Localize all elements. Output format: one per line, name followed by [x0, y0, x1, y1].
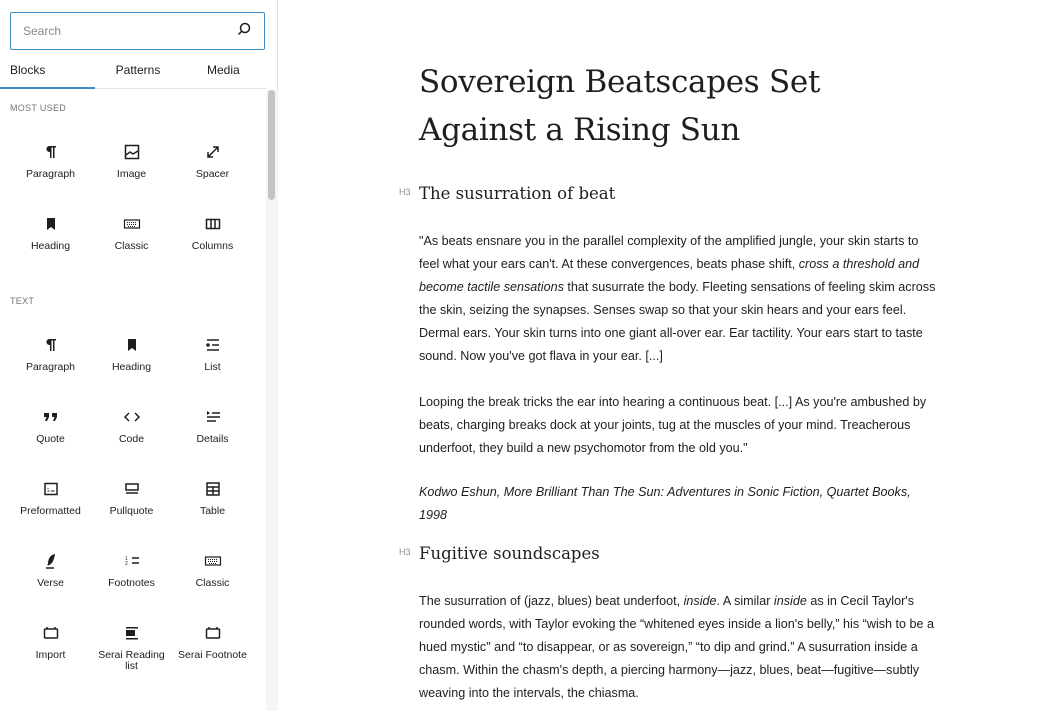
- block-label: Verse: [37, 577, 64, 589]
- block-label: Spacer: [195, 168, 230, 180]
- block-item-image[interactable]: [91, 141, 172, 213]
- paragraph-icon: [41, 334, 61, 356]
- block-label: Footnotes: [108, 577, 155, 589]
- tab-media[interactable]: Media: [206, 63, 240, 77]
- block-label: Import: [35, 649, 66, 661]
- block-item-list[interactable]: [172, 334, 253, 406]
- citation-paragraph[interactable]: [419, 481, 939, 527]
- block-label: Image: [116, 168, 147, 180]
- block-item-table[interactable]: [172, 478, 253, 550]
- block-icon: [41, 622, 61, 644]
- block-item-classic[interactable]: [172, 550, 253, 622]
- block-label: List: [204, 361, 221, 373]
- block-item-details[interactable]: [172, 406, 253, 478]
- table-icon: [203, 478, 223, 500]
- heading-icon: [41, 213, 61, 235]
- text-run: Looping the break tricks the ear into hearing a continuous beat. [...] As you're ambushed by beats, charging breaks dock at your joints, tug at the muscles of your mind. Treacherous underfoot, they build a new psychomotor from the old you.": [419, 395, 927, 455]
- block-item-columns[interactable]: [172, 213, 253, 285]
- block-item-pullquote[interactable]: [91, 478, 172, 550]
- tab-blocks[interactable]: Blocks: [0, 52, 95, 88]
- paragraph-block[interactable]: [419, 391, 939, 460]
- block-label: Pullquote: [109, 505, 154, 517]
- block-list: [0, 90, 266, 694]
- block-label: Quote: [36, 433, 65, 445]
- block-inserter-sidebar: [0, 0, 278, 711]
- sidebar-scrollbar[interactable]: [266, 90, 278, 711]
- block-item-heading[interactable]: [10, 213, 91, 285]
- svg-text:1: 1: [124, 556, 128, 562]
- details-icon: [203, 406, 223, 428]
- italic-text: cross a threshold and become tactile sensations: [419, 257, 920, 294]
- block-label: Heading: [111, 361, 152, 373]
- reading-list-icon: [122, 622, 142, 644]
- block-item-serai-footnote[interactable]: [172, 622, 253, 694]
- post-title[interactable]: Sovereign Beatscapes Set Against a Rising Sun: [419, 64, 821, 148]
- category-label: MOST USED: [10, 103, 67, 113]
- paragraph-block[interactable]: [419, 590, 939, 705]
- heading-level-badge: H3: [399, 547, 411, 557]
- block-item-code[interactable]: [91, 406, 172, 478]
- block-label: Columns: [191, 240, 234, 252]
- block-item-paragraph[interactable]: [10, 141, 91, 213]
- category-label: TEXT: [10, 296, 35, 306]
- footnotes-icon: [122, 550, 142, 572]
- block-label: Classic: [114, 240, 149, 252]
- block-label: Preformatted: [20, 505, 81, 517]
- block-label: Details: [196, 433, 229, 445]
- text-run: . A similar: [716, 594, 774, 608]
- columns-icon: [203, 213, 223, 235]
- block-item-heading[interactable]: [91, 334, 172, 406]
- block-label: Paragraph: [25, 361, 76, 373]
- italic-text: Kodwo Eshun, More Brilliant Than The Sun: Adventures in Sonic Fiction, Quartet Books, 1998: [419, 485, 911, 522]
- block-label: Heading: [30, 240, 71, 252]
- preformatted-icon: [41, 478, 61, 500]
- block-item-serai-reading-list[interactable]: [91, 622, 172, 694]
- italic-text: inside: [773, 594, 807, 608]
- block-label: Classic: [195, 577, 230, 589]
- paragraph-icon: [41, 141, 61, 163]
- block-item-paragraph[interactable]: [10, 334, 91, 406]
- heading-block[interactable]: [399, 184, 616, 203]
- keyboard-icon: [122, 213, 142, 235]
- block-item-verse[interactable]: [10, 550, 91, 622]
- italic-text: inside: [683, 594, 717, 608]
- block-item-footnotes[interactable]: [91, 550, 172, 622]
- list-icon: [203, 334, 223, 356]
- heading-block[interactable]: [399, 544, 600, 563]
- paragraph-block[interactable]: [419, 230, 939, 368]
- inserter-tabs: [0, 52, 266, 89]
- verse-icon: [41, 550, 61, 572]
- keyboard-icon: [203, 550, 223, 572]
- quote-icon: [41, 406, 61, 428]
- block-item-spacer[interactable]: [172, 141, 253, 213]
- text-run: The susurration of (jazz, blues) beat underfoot,: [419, 594, 684, 608]
- block-label: Serai Reading list: [98, 649, 165, 672]
- block-item-classic[interactable]: [91, 213, 172, 285]
- text-run: as in Cecil Taylor's rounded words, with Taylor evoking the “whitened eyes inside a lion's belly,” his “wish to be a hued mystic" and “to disappear, or as sovereign,” “to dip and grind.” A susurration inside a chasm. Within the chasm's depth, a piercing harmony—jazz, blues, beat—fugitive—subtly weaving into the intervals, the chiasma.: [419, 594, 935, 700]
- image-icon: [122, 141, 142, 163]
- tab-patterns[interactable]: Patterns: [115, 63, 161, 77]
- heading-icon: [122, 334, 142, 356]
- search-icon[interactable]: [236, 21, 252, 42]
- spacer-icon: [203, 141, 223, 163]
- block-icon: [203, 622, 223, 644]
- block-label: Code: [118, 433, 145, 445]
- svg-text:2: 2: [124, 561, 128, 567]
- block-label: Table: [199, 505, 226, 517]
- search-field[interactable]: [10, 12, 265, 50]
- search-input[interactable]: [23, 24, 236, 38]
- block-item-quote[interactable]: [10, 406, 91, 478]
- section-heading[interactable]: The susurration of beat: [419, 184, 616, 203]
- block-grid: [0, 334, 266, 694]
- block-item-preformatted[interactable]: [10, 478, 91, 550]
- scrollbar-thumb[interactable]: [268, 90, 275, 200]
- pullquote-icon: [122, 478, 142, 500]
- text-run: "As beats ensnare you in the parallel complexity of the amplified jungle, your skin starts to feel what your ears can't. At these convergences, beats phase shift,: [419, 234, 919, 271]
- text-run: that susurrate the body. Fleeting sensations of feeling skim across the skin, seizing the synapses. Senses swap so that your skin hears and your ears feel. Dermal ears. Your skin turns into one giant all-over ear. Ear tactility. Your ears start to taste sound. Now you've got flava in your ear. [...]: [419, 280, 936, 363]
- block-label: Paragraph: [25, 168, 76, 180]
- block-label: Serai Footnote: [178, 649, 247, 661]
- block-item-import[interactable]: [10, 622, 91, 694]
- section-heading[interactable]: Fugitive soundscapes: [419, 544, 600, 563]
- heading-level-badge: H3: [399, 187, 411, 197]
- code-icon: [122, 406, 142, 428]
- block-grid: [0, 141, 266, 285]
